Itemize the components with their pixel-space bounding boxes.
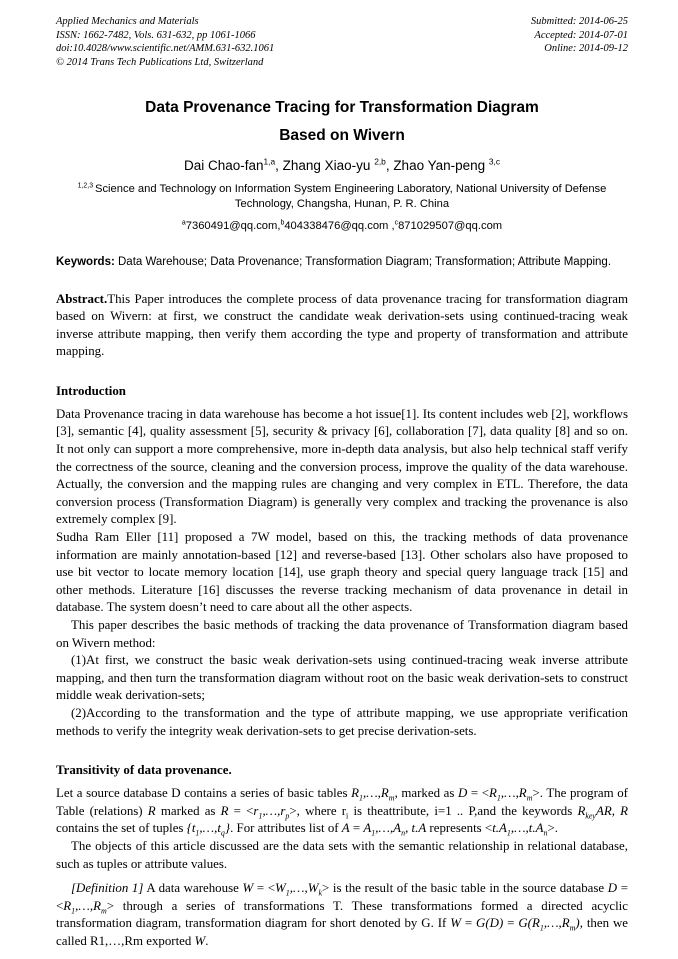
accepted-date: Accepted: 2014-07-01 <box>534 29 628 41</box>
paper-title-line-2: Based on Wivern <box>279 127 405 144</box>
paragraph: (1)At first, we construct the basic weak derivation-sets using continued-tracing weak inverse attribute mapping, and then turn the transformation diagram without root on the basic weak derivation-sets to construct middle weak derivation-sets; <box>56 653 628 703</box>
paragraph: This paper describes the basic methods of tracking the data provenance of Transformation diagram based on Wivern method: <box>56 618 628 650</box>
paragraph: Let a source database D contains a series of basic tables $R_1,\dots,R_m$, marked as $D = <R_1,\dots,R_m>$. The program of Table (relations) R marked as $R = <r_1,\dots,r_p>$, where $r_i$ is theattribute, i=1 .. P,and the keywords $R_{key}AR$, R contains the set of tuples $\{t_1,\dots,t_q\}$. For attributes list of $A = A_1,\dots,A_n$, t.A represents $<t.A_1,\dots,t.A_n>$. <box>56 786 628 838</box>
section-heading-introduction: Introduction <box>56 383 126 398</box>
section-heading-transitivity: Transitivity of data provenance. <box>56 763 232 778</box>
journal-header <box>56 15 628 69</box>
paragraph-definition-1: [Definition 1] A data warehouse $W = <W_1,\dots,W_k>$ is the result of the basic table in the source database $D = <R_1,\dots,R_m>$ through a series of transformations T. These transformations formed a directed acyclic transformation diagram, transformation diagram for short denoted by G. If $W = G(D) = G(R_1,\dots,R_m)$, then we called R1,…,Rm exported W. <box>56 881 628 948</box>
paper-title-line-1: Data Provenance Tracing for Transformation Diagram <box>145 99 539 116</box>
paragraph: Sudha Ram Eller [11] proposed a 7W model, based on this, the tracking methods of data provenance information are mainly annotation-based [12] and reverse-based [13]. Other scholars also have proposed to use bit vector to locate memory location [14], use graph theory and special query language track [15] and other methods. Literature [16] discusses the reverse tracking mechanism of data provenance in detail in database. The system doesn’t need to care about all the other aspects. <box>56 530 628 615</box>
paragraph: (2)According to the transformation and the type of attribute mapping, we use appropriate verification methods to verify the integrity weak derivation-sets to get precise derivation-sets. <box>56 705 628 738</box>
paper-title <box>56 94 628 150</box>
author-emails: $^a$7360491@qq.com,$^b$404338476@qq.com ,$^c$871029507@qq.com <box>181 219 503 232</box>
submitted-date: Submitted: 2014-06-25 <box>530 16 628 27</box>
submission-dates <box>531 15 628 69</box>
keywords-block: Keywords: Data Warehouse; Data Provenance; Transformation Diagram; Transformation; Attribute Mapping. <box>56 256 612 268</box>
journal-name: Applied Mechanics and Materials <box>56 16 199 27</box>
journal-info <box>56 15 274 69</box>
affiliation: $^{1,2,3}$ Science and Technology on Information System Engineering Laboratory, National University of Defense Technology, Changsha, Hunan, P. R. China <box>77 182 607 210</box>
journal-doi: doi:10.4028/www.scientific.net/AMM.631-632.1061 <box>56 43 275 54</box>
online-date: Online: 2014-09-12 <box>544 43 628 54</box>
abstract-block: Abstract.This Paper introduces the complete process of data provenance tracing for transformation diagram based on Wivern: at first, we construct the candidate weak derivation-sets using continued-tracing weak inverse attribute mapping, then verify them according the type and property of transformation and attribute mapping. <box>56 291 628 359</box>
paragraph: Data Provenance tracing in data warehouse has become a hot issue[1]. Its content includes web [2], workflows [3], semantic [4], quality assessment [5], security & privacy [6], collaboration [7], data quality [8] and so on. It not only can support a more comprehensive, more in-depth data analysis, but also help technical staff verify the correctness of the source, cleaning and the conversion process, improve the quality of the data warehouse. Actually, the conversion and the mapping rules are changing and very complex in ETL. Therefore, the data conversion process (Transformation Diagram) is generally very complex and tracking the provenance is also extremely complex [9]. <box>56 406 628 527</box>
journal-issn: ISSN: 1662-7482, Vols. 631-632, pp 1061-1066 <box>56 29 256 41</box>
journal-copyright: © 2014 Trans Tech Publications Ltd, Switzerland <box>56 56 264 68</box>
paragraph: The objects of this article discussed are the data sets with the semantic relationship in relational database, such as tuples or attribute values. <box>56 838 628 871</box>
authors-line: Dai Chao-fan$^{1,a}$, Zhang Xiao-yu $^{2,b}$, Zhao Yan-peng $^{3,c}$ <box>183 156 501 173</box>
